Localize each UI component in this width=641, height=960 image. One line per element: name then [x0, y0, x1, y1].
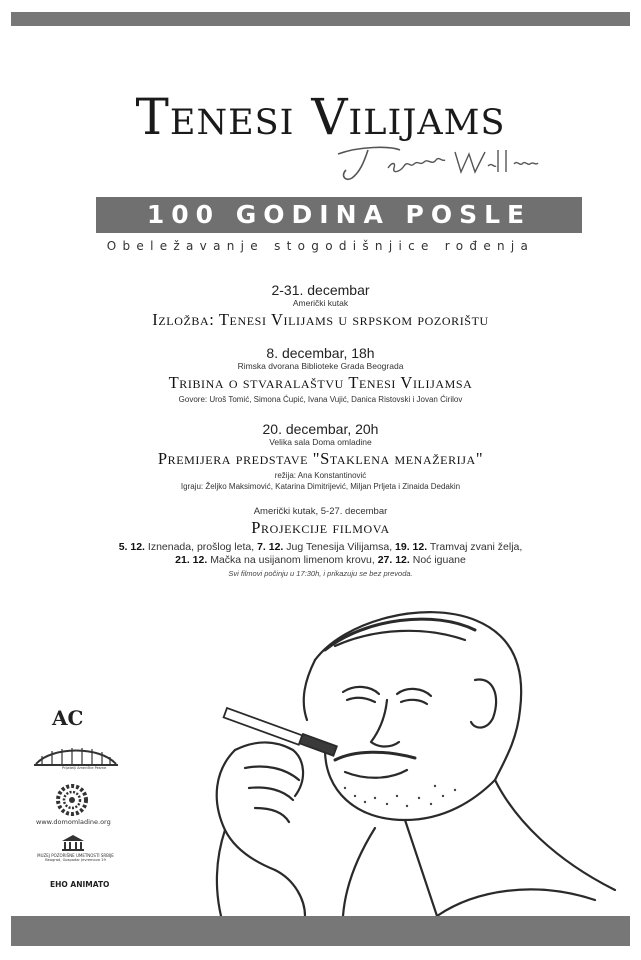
museum-address: Beograd, Gospodar Jevremova 19 [45, 858, 106, 862]
event-panel [0, 346, 641, 405]
film-date: 19. 12. [395, 541, 428, 553]
portrait-illustration [175, 600, 635, 916]
film-title: Mačka na usijanom limenom krovu, [210, 554, 375, 566]
films-venue: Američki kutak, 5-27. decembar [253, 506, 388, 517]
event-exhibition [0, 283, 641, 331]
museum-logo-icon [60, 834, 86, 852]
top-bar [11, 12, 630, 26]
event-films [0, 506, 641, 539]
film-date: 21. 12. [175, 554, 208, 566]
event-venue: Velika sala Doma omladine [269, 437, 372, 447]
event-director: režija: Ana Konstantinović [274, 471, 367, 480]
event-speakers: Govore: Uroš Tomić, Simona Ćupić, Ivana Vujić, Danica Ristovski i Jovan Ćirilov [178, 395, 463, 404]
org1-name: Prijatelji Američke Pesme [62, 766, 107, 770]
event-premiere [0, 422, 641, 492]
film-schedule [0, 541, 641, 580]
ac-logo: AC [52, 706, 84, 730]
event-title: Tribina o stvaralaštvu Tenesi Vilijamsa [168, 373, 473, 392]
event-date: 8. decembar, 18h [266, 345, 375, 361]
dom-omladine-logo-icon [56, 784, 88, 816]
poster-title: Tenesi Vilijams [135, 88, 506, 146]
film-title: Tramvaj zvani želja, [429, 541, 523, 553]
films-title: Projekcije filmova [251, 518, 390, 537]
event-date: 2-31. decembar [271, 282, 370, 298]
signature-icon [330, 140, 550, 184]
event-date: 20. decembar, 20h [262, 421, 379, 437]
event-venue: Rimska dvorana Biblioteke Grada Beograda [237, 361, 404, 371]
film-date: 5. 12. [118, 541, 145, 553]
anniversary-band: 100 GODINA POSLE [96, 197, 582, 233]
event-title: Premijera predstave "Staklena menažerija" [157, 449, 484, 468]
film-title: Noć iguane [412, 554, 466, 566]
event-cast: Igraju: Željko Maksimović, Katarina Dimitrijević, Miljan Prljeta i Zinaida Dedakin [180, 482, 461, 491]
films-footnote: Svi filmovi počinju u 17:30h, i prikazuju se bez prevoda. [228, 569, 413, 578]
film-date: 27. 12. [377, 554, 410, 566]
eho-animato-logo: EHO ANIMATO [50, 880, 110, 889]
bottom-bar [11, 916, 630, 946]
film-date: 7. 12. [257, 541, 284, 553]
film-title: Iznenada, prošlog leta, [147, 541, 255, 553]
dom-url: www.domomladine.org [36, 818, 111, 826]
film-line-2 [0, 554, 641, 567]
film-title: Jug Tenesija Vilijamsa, [286, 541, 393, 553]
film-line-1 [0, 541, 641, 554]
event-title: Izložba: Tenesi Vilijams u srpskom pozorištu [152, 310, 489, 329]
museum-name: MUZEJ POZORIŠNE UMETNOSTI SRBIJE [37, 853, 114, 858]
subtitle: Obeležavanje stogodišnjice rođenja [106, 239, 535, 253]
event-venue: Američki kutak [292, 298, 349, 308]
